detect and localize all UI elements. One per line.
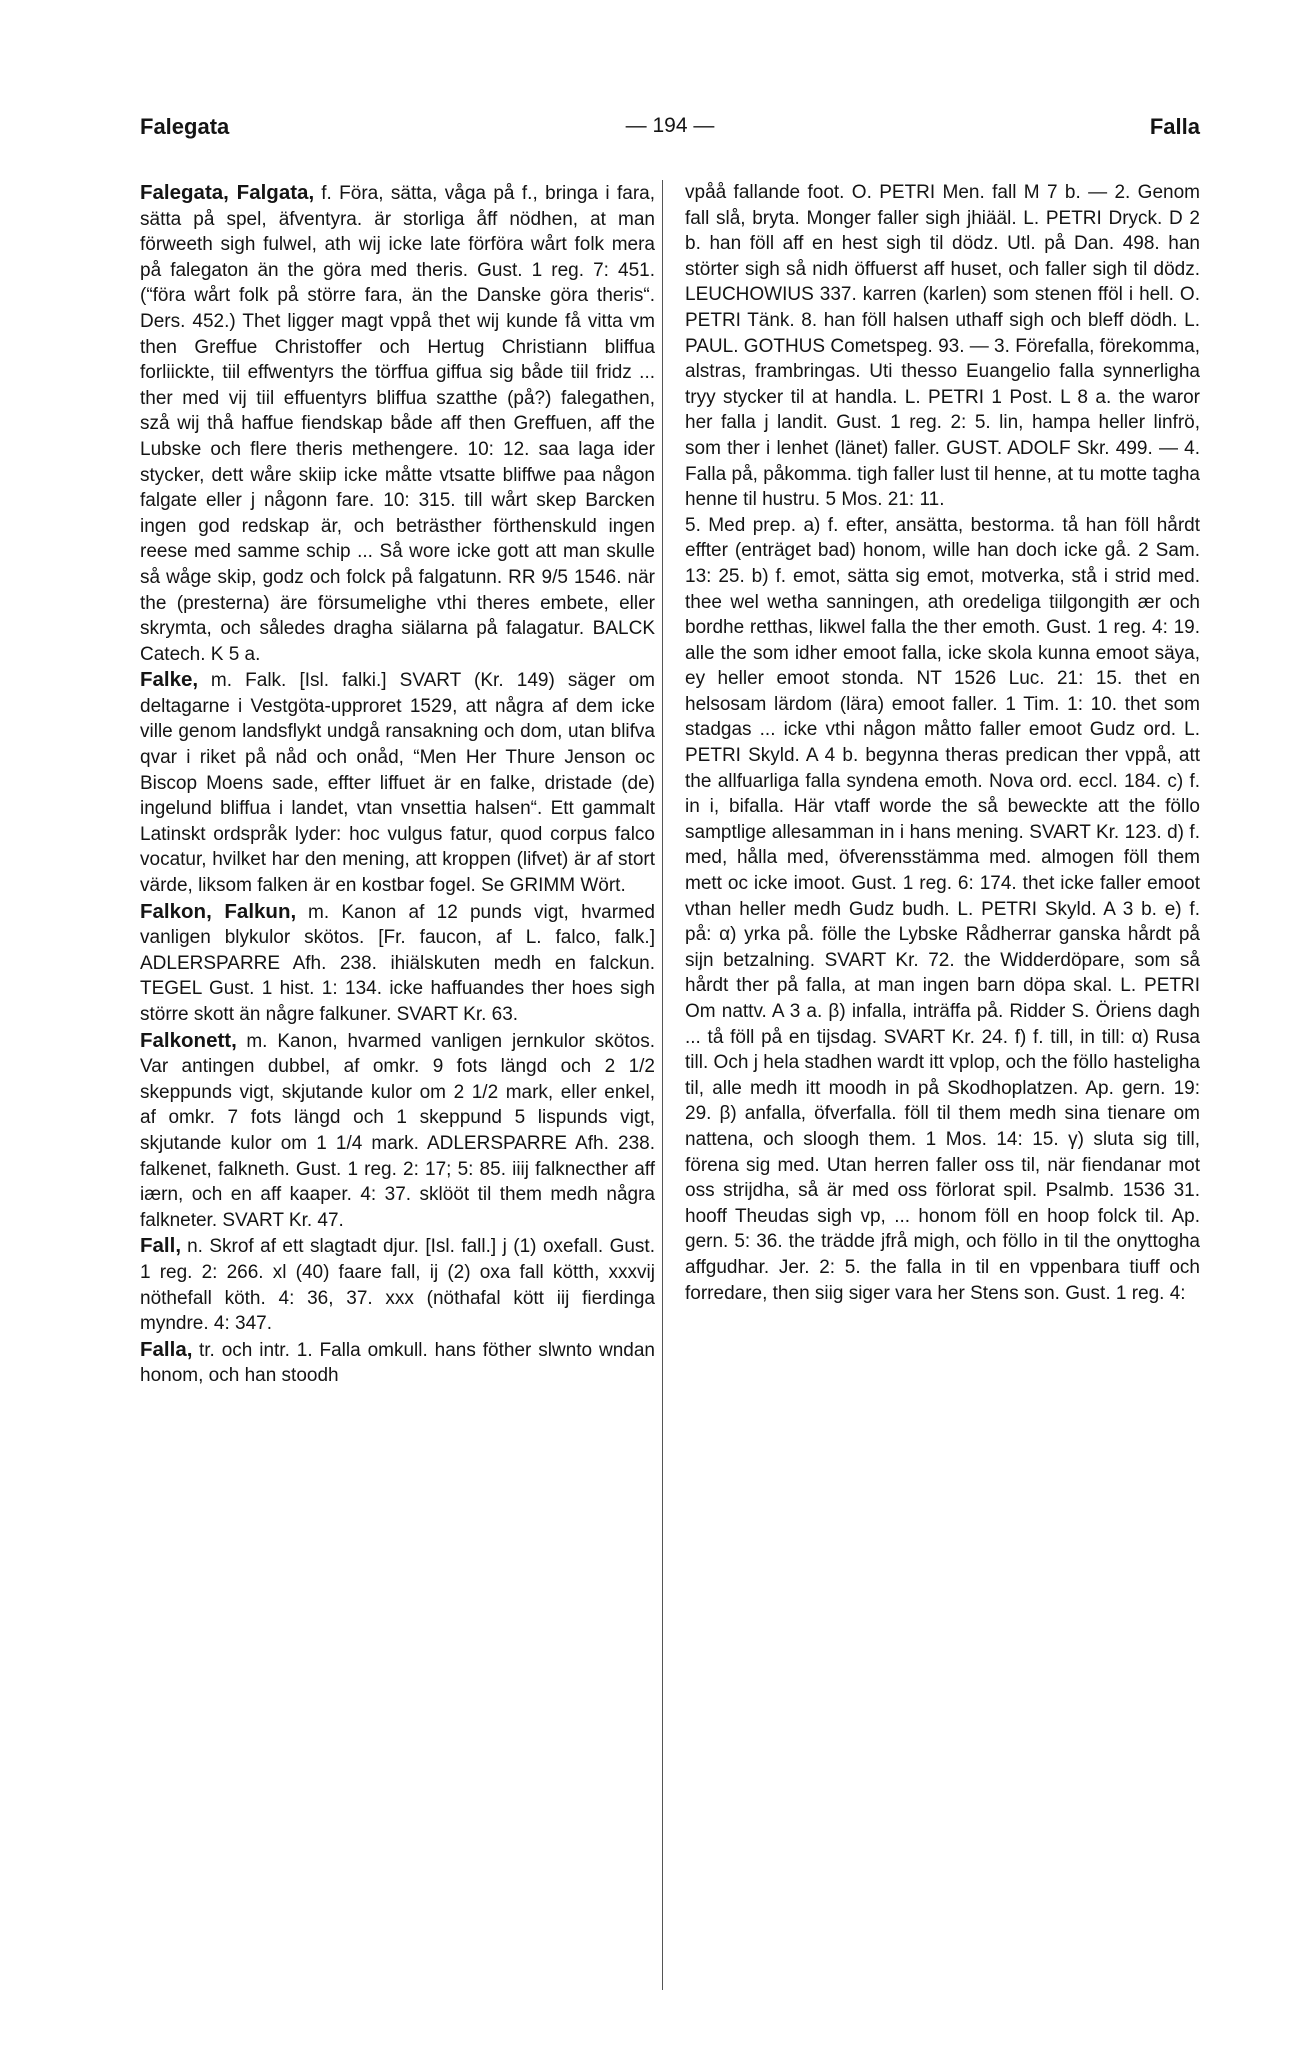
entry-text: m. Kanon af 12 punds vigt, hvarmed vanligen blykulor skötos. [Fr. faucon, af L. falco, falk.] ADLERSPARRE Afh. 238. ihiälskuten medh en falckun. TEGEL Gust. 1 hist. 1: 134. icke haffuandes ther hoes sigh större skott än någre falkuner. SVART Kr. 63. (140, 901, 655, 1025)
header-left-guideword: Falegata (140, 114, 230, 139)
entry-falla-prep (685, 513, 1200, 1306)
entry-text: f. Föra, sätta, våga på f., bringa i fara, sätta på spel, äfventyra. är storliga åff nödhen, at man förweeth sigh fulwel, ath wij icke late förföra wårt folk mera på falegaton än the göra med theris. Gust. 1 reg. 7: 451. (“föra wårt folk på större fara, än the Danske göra theris“. Ders. 452.) Thet ligger magt vppå thet wij kunde få vitta vm then Greffue Christoffer och Hertug Christiann bliffua forliickte, tiil effwentyrs the törffua giffua sig både tiil fridz ... ther med vij tiil effuentyrs bliffua szatthe (på?) falegathen, szå wij thå haffue fiendskap både aff then Greffuen, aff the Lubske och flere theris methengere. 10: 12. saa laga ider stycker, dett wåre skiip icke måtte vtsatte bliffwe paa någon falgate eller j någonn fare. 10: 315. till wårt skep Barcken ingen god redskap är, och beträsther förthenskuld ingen reese med samme schip ... Så wore icke gott att man skulle så wåge skip, godz och folck på falgatunn. RR 9/5 1546. när the (presterna) äre försumelighe vthi theres embete, eller skrymta, och således dragha siälarna på falagatur. BALCK Catech. K 5 a. (140, 183, 655, 665)
headword: Falkonett, (140, 1028, 237, 1052)
headword: Falke, (140, 668, 199, 692)
entry-falla (140, 1337, 655, 1389)
headword: Falegata, Falgata, (140, 181, 315, 204)
entry-text: tr. och intr. 1. Falla omkull. hans föther slwnto wndan honom, och han stoodh (140, 1339, 655, 1387)
entry-fall (140, 1233, 655, 1336)
entry-falkon (140, 899, 655, 1028)
headword: Fall, (140, 1234, 182, 1258)
entry-text: vpåå fallande foot. O. PETRI Men. fall M 7 b. — 2. Genom fall slå, bryta. Monger faller sigh jhiääl. L. PETRI Dryck. D 2 b. han föll aff en hest sigh til dödz. Utl. på Dan. 498. han störter sigh så nidh öffuerst aff huset, och faller sigh til dödz. LEUCHOWIUS 337. karren (karlen) som stenen fföl i hell. O. PETRI Tänk. 8. han föll halsen uthaff sigh och bleff dödh. L. PAUL. GOTHUS Cometspeg. 93. — 3. Förefalla, förekomma, alstras, frambringas. Uti thesso Euangelio falla synnerligha tryy stycker til at handla. L. PETRI 1 Post. L 8 a. the waror her falla j landit. Gust. 1 reg. 2: 5. lin, hampa heller linfrö, som ther i lenhet (länet) faller. GUST. ADOLF Skr. 499. — 4. Falla på, påkomma. tigh faller lust til henne, at tu motte tagha henne til hustru. 5 Mos. 21: 11. (685, 182, 1200, 511)
entry-text: m. Falk. [Isl. falki.] SVART (Kr. 149) säger om deltagarne i Vestgöta-upproret 1529, att några af dem icke ville genom landsflykt undgå ransakning och dom, utan blifva qvar i riket på nåd och onåd, “Men Her Thure Jenson oc Biscop Moens sade, effter liffuet är en falke, dristade (de) ingelund bliffua i landet, vtan vnsettia halsen“. Ett gammalt Latinskt ordspråk lyder: hoc vulgus fatur, quod corpus falco vocatur, hvilket har den mening, att kroppen (lifvet) är af stort värde, liksom falken är en kostbar fogel. Se GRIMM Wört. (140, 670, 655, 897)
entry-text: 5. Med prep. a) f. efter, ansätta, bestorma. tå han föll hårdt effter (enträget bad) honom, wille han doch icke gå. 2 Sam. 13: 25. b) f. emot, sätta sig emot, motverka, stå i strid med. thee wel wetha sanningen, ath oredeliga tiilgongith ær och bordhe retthas, likwel falla the ther emoth. Gust. 1 reg. 4: 19. alle the som idher emoot falla, icke skola kunna emoot säya, ey heller emoot stonda. NT 1526 Luc. 21: 15. thet en helsosam lärdom (lära) emoot faller. 1 Tim. 1: 10. thet som stadgas ... icke vthi någon måtto faller emoot Gudz ord. L. PETRI Skyld. A 4 b. begynna theras predican ther vppå, att the allfuarliga falla syndena emoth. Nova ord. eccl. 184. c) f. in i, bifalla. Här vtaff worde the så beweckte att the föllo samptlige allesamman in i hans mening. SVART Kr. 123. d) f. med, hålla med, öfverensstämma med. almogen föll them mett oc icke imoot. Gust. 1 reg. 6: 174. thet icke faller emoot vthan heller medh Gudz budh. L. PETRI Skyld. A 3 b. e) f. på: α) yrka på. fölle the Lybske Rådherrar ganska hårdt på sijn betzalning. SVART Kr. 72. the Widderdöpare, som så hårdt ther på falla, at man ingen barn döpa skal. L. PETRI Om nattv. A 3 a. β) infalla, inträffa på. Ridder S. Öriens dagh ... tå föll på en tijsdag. SVART Kr. 24. f) f. till, in till: α) Rusa till. Och j hela stadhen wardt itt vplop, och the föllo hasteligha til, alle medh itt moodh in på Skodhoplatzen. Ap. gern. 19: 29. β) anfalla, öfverfalla. föll til them medh sina tienare om nattena, och sloogh them. 1 Mos. 14: 15. γ) sluta sig till, förena sig med. Utan herren faller oss til, när fiendanar mot oss strijdha, så är med oss förlorat spil. Psalmb. 1536 31. hooff Theudas sigh vp, ... honom föll en hoop folck til. Ap. gern. 5: 36. the trädde jfrå migh, och föllo in til the onyttogha affgudhar. Jer. 2: 5. the falla in til en vppenbara tiuff och forredare, then siig siger vara her Stens son. Gust. 1 reg. 4: (685, 514, 1200, 1304)
page-header (140, 114, 1200, 148)
page-number: — 194 — (625, 114, 715, 137)
right-column (685, 180, 1200, 1306)
entry-text: m. Kanon, hvarmed vanligen jernkulor skötos. Var antingen dubbel, af omkr. 9 fots längd och 2 1/2 skeppunds vigt, skjutande kulor om 2 1/2 mark, eller enkel, af omkr. 7 fots längd och 1 skeppund 5 lispunds vigt, skjutande kulor om 1 1/4 mark. ADLERSPARRE Afh. 238. falkenet, falkneth. Gust. 1 reg. 2: 17; 5: 85. iiij falknecther aff iærn, och en aff kaaper. 4: 37. sklööt til them medh några falkneter. SVART Kr. 47. (140, 1030, 655, 1231)
headword: Falkon, Falkun, (140, 899, 297, 923)
entry-falke (140, 667, 655, 898)
entry-text: n. Skrof af ett slagtadt djur. [Isl. fall.] j (1) oxefall. Gust. 1 reg. 2: 266. xl (40) faare fall, ij (2) oxa fall kötth, xxxvij nöthefall köth. 4: 36, 37. xxx (nöthafal kött iij fierdinga myndre. 4: 347. (140, 1236, 655, 1335)
left-column (140, 180, 655, 1389)
entry-falkonett (140, 1028, 655, 1234)
header-right-guideword: Falla (1149, 114, 1200, 139)
column-divider (662, 180, 663, 1990)
entry-falegata (140, 180, 655, 667)
headword: Falla, (140, 1337, 193, 1361)
entry-falla-continued (685, 180, 1200, 513)
